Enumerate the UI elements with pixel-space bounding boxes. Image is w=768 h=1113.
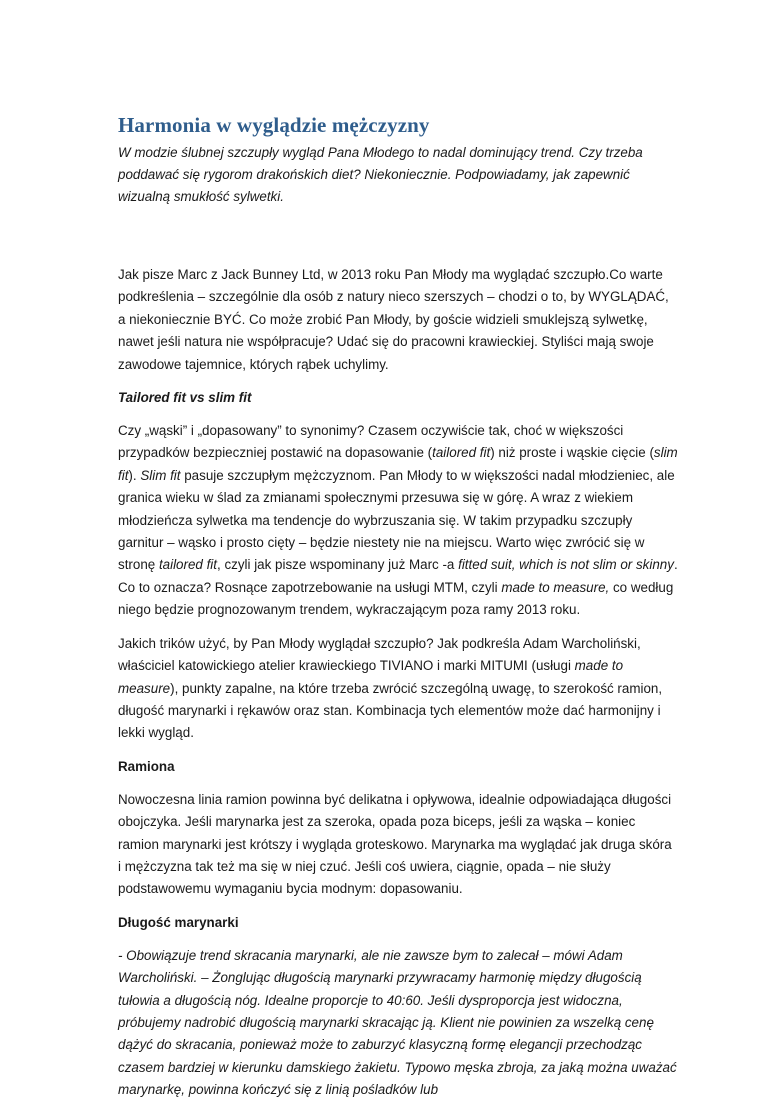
section-heading-ramiona: Ramiona <box>118 758 175 774</box>
tricks-paragraph: Jakich trików użyć, by Pan Młody wyglądał szczupło? Jak podkreśla Adam Warcholiński, właściciel katowickiego atelier krawieckiego TIVIANO i marki MITUMI (usługi made to measure), punkty zapalne, na które trzeba zwrócić szczególną uwagę, to szerokość ramion, długość marynarki i rękawów oraz stan. Kombinacja tych elementów może dać harmonijny i lekki wygląd. <box>118 635 663 741</box>
tailored-fit-paragraph: Czy „wąski” i „dopasowany” to synonimy? Czasem oczywiście tak, choć w większości przypadków bezpieczniej postawić na dopasowanie (tailored fit) niż proste i wąskie cięcie (slim fit). Slim fit pasuje szczupłym mężczyznom. Pan Młody to w większości nadal młodzieniec, ale granica wieku w ślad za zmianami społecznymi przesuwa się w górę. A wraz z wiekiem młodzieńcza sylwetka ma tendencje do wybrzuszania się. W takim przypadku szczupły garnitur – wąsko i prosto cięty – będzie niestety nie na miejscu. Warto więc zwrócić się w stronę tailored fit, czyli jak pisze wspominany już Marc -a fitted suit, which is not slim or skinny. Co to oznacza? Rosnące zapotrzebowanie na usługi MTM, czyli made to measure, co według niego będzie prognozowanym trendem, wykraczającym poza ramy 2013 roku. <box>118 423 678 618</box>
intro-paragraph: Jak pisze Marc z Jack Bunney Ltd, w 2013 roku Pan Młody ma wyglądać szczupło.Co warte podkreślenia – szczególnie dla osób z natury nieco szerszych – chodzi o to, by WYGLĄDAĆ, a niekoniecznie BYĆ. Co może zrobić Pan Młody, by goście widzieli smuklejszą sylwetkę, nawet jeśli natura nie współpracuje? Udać się do pracowni krawieckiej. Styliści mają swoje zawodowe tajemnice, których rąbek uchylimy. <box>118 267 669 372</box>
dlugosc-marynarki-paragraph: - Obowiązuje trend skracania marynarki, ale nie zawsze bym to zalecał – mówi Adam Warcholiński. – Żonglując długością marynarki przywracamy harmonię między długością tułowia a długością nóg. Idealne proporcje to 40:60. Jeśli dysproporcja jest widoczna, próbujemy nadrobić długością marynarki skracając ją. Klient nie powinien za wszelką cenę dążyć do skracania, ponieważ może to zaburzyć klasyczną formę elegancji przechodząc czasem bardziej w kierunku damskiego żakietu. Typowo męska zbroja, za jaką można uważać marynarkę, powinna kończyć się z linią pośladków lub <box>118 947 677 1098</box>
article-lead: W modzie ślubnej szczupły wygląd Pana Młodego to nadal dominujący trend. Czy trzeba poddawać się rygorom drakońskich diet? Niekoniecznie. Podpowiadamy, jak zapewnić wizualną smukłość sylwetki. <box>118 145 643 204</box>
article-title: Harmonia w wyglądzie mężczyzny <box>118 113 430 137</box>
document-page <box>118 112 678 1113</box>
ramiona-paragraph: Nowoczesna linia ramion powinna być delikatna i opływowa, idealnie odpowiadająca długości obojczyka. Jeśli marynarka jest za szeroka, opada poza biceps, jeśli za wąska – koniec ramion marynarki jest krótszy i wygląda groteskowo. Marynarka ma wyglądać jak druga skóra i mężczyzna tak też ma się w niej czuć. Jeśli coś uwiera, ciągnie, opada – nie służy podstawowemu wymaganiu bycia modnym: dopasowaniu. <box>118 791 672 897</box>
section-heading-dlugosc-marynarki: Długość marynarki <box>118 914 239 930</box>
section-heading-tailored-fit: Tailored fit vs slim fit <box>118 390 252 406</box>
